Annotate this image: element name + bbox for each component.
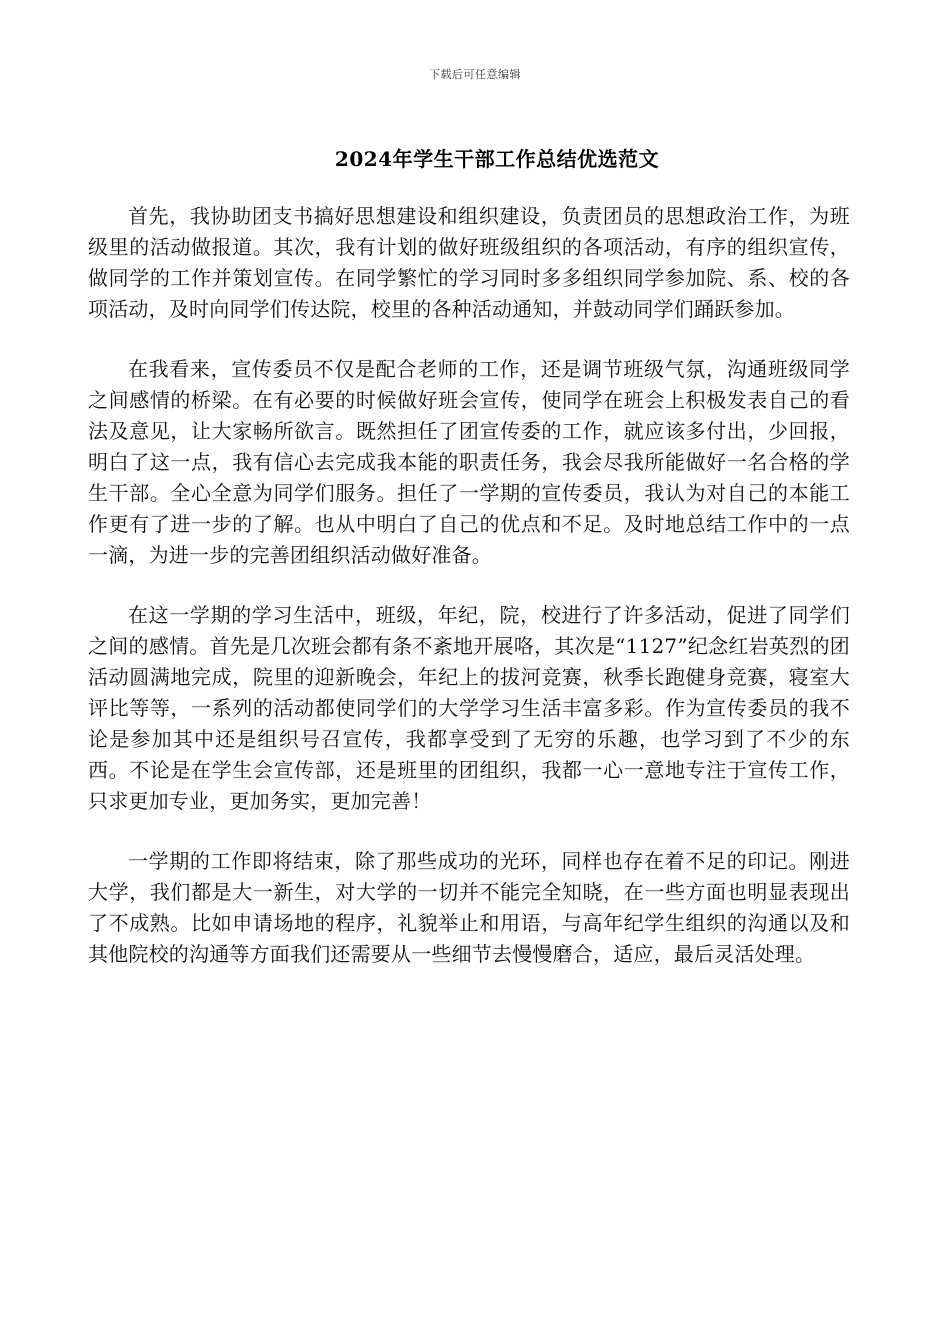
paragraph-2: 在我看来，宣传委员不仅是配合老师的工作，还是调节班级气氛，沟通班级同学之间感情的桥梁。在有必要的时候做好班会宣传，使同学在班会上积极发表自己的看法及意见，让大家畅所欲言。既然担任了团宣传委的工作，就应该多付出，少回报，明白了这一点，我有信心去完成我本能的职责任务，我会尽我所能做好一名合格的学生干部。全心全意为同学们服务。担任了一学期的宣传委员，我认为对自己的本能工作更有了进一步的了解。也从中明白了自己的优点和不足。及时地总结工作中的一点一滴，为进一步的完善团组织活动做好准备。 bbox=[88, 357, 850, 567]
document-title: 2024年学生干部工作总结优选范文 bbox=[334, 147, 660, 171]
paragraph-1: 首先，我协助团支书搞好思想建设和组织建设，负责团员的思想政治工作，为班级里的活动做报道。其次，我有计划的做好班级组织的各项活动，有序的组织宣传，做同学的工作并策划宣传。在同学繁忙的学习同时多多组织同学参加院、系、校的各项活动，及时向同学们传达院，校里的各种活动通知，并鼓动同学们踊跃参加。 bbox=[88, 204, 850, 321]
paragraph-3: 在这一学期的学习生活中，班级，年纪，院，校进行了许多活动，促进了同学们之间的感情。首先是几次班会都有条不紊地开展咯，其次是“1127”纪念红岩英烈的团活动圆满地完成，院里的迎新晚会，年纪上的拔河竞赛，秋季长跑健身竞赛，寝室大评比等等，一系列的活动都使同学们的大学学习生活丰富多彩。作为宣传委员的我不论是参加其中还是组织号召宣传，我都享受到了无穷的乐趣，也学习到了不少的东西。不论是在学生会宣传部，还是班里的团组织，我都一心一意地专注于宣传工作，只求更加专业，更加务实，更加完善！ bbox=[88, 603, 850, 813]
header-note: 下载后可任意编辑 bbox=[429, 68, 521, 81]
document-body bbox=[88, 175, 850, 999]
paragraph-4: 一学期的工作即将结束，除了那些成功的光环，同样也存在着不足的印记。刚进大学，我们都是大一新生，对大学的一切并不能完全知晓，在一些方面也明显表现出了不成熟。比如申请场地的程序，礼貌举止和用语，与高年纪学生组织的沟通以及和其他院校的沟通等方面我们还需要从一些细节去慢慢磨合，适应，最后灵活处理。 bbox=[88, 849, 850, 966]
